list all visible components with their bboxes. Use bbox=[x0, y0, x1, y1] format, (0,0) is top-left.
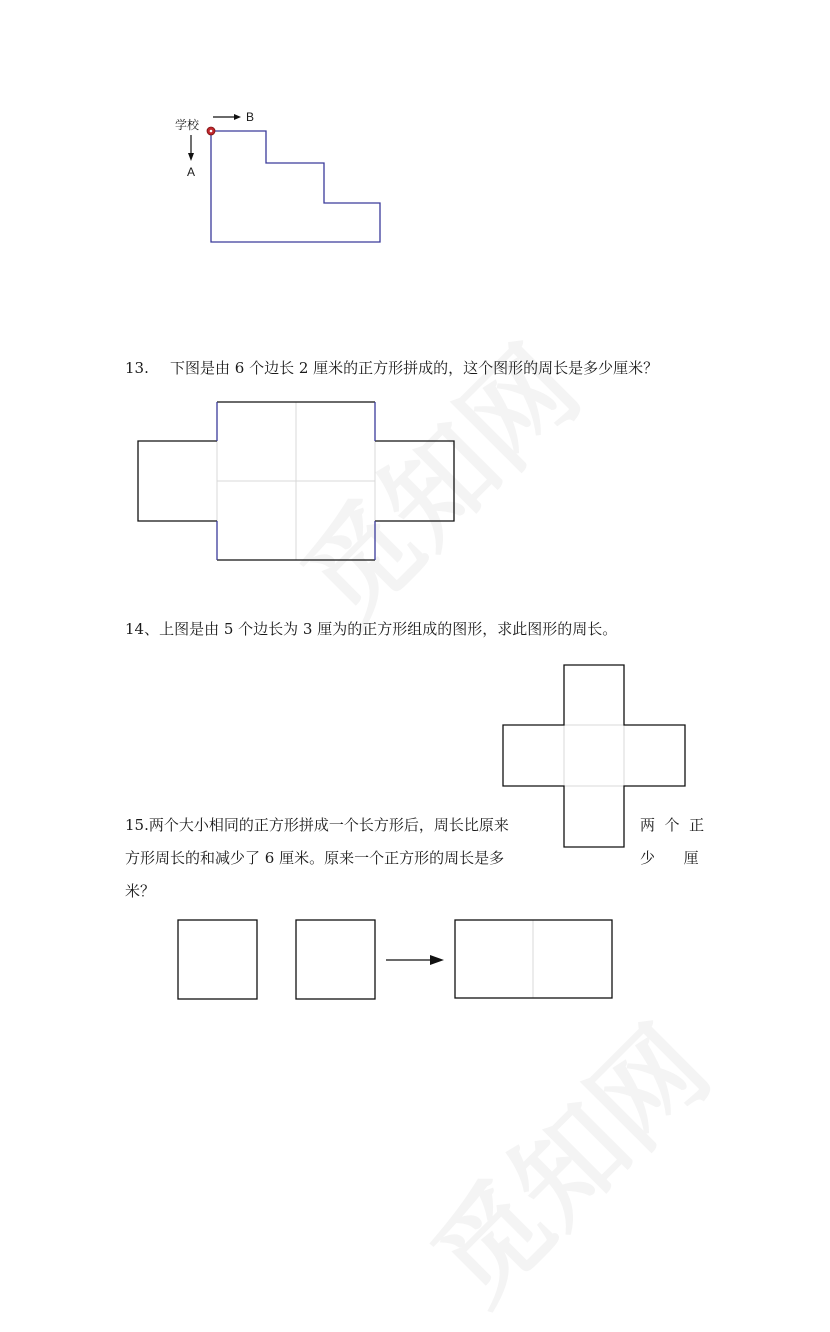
square-right bbox=[296, 920, 375, 999]
q13-text: 下图是由 6 个边长 2 厘米的正方形拼成的，这个图形的周长是多少厘米？ bbox=[170, 359, 659, 377]
q14-text: 14、上图是由 5 个边长为 3 厘为的正方形组成的图形，求此图形的周长。 bbox=[125, 620, 618, 638]
q15-line2: 方形周长的和减少了 6 厘米。原来一个正方形的周长是多 bbox=[125, 849, 505, 867]
label-b: B bbox=[246, 110, 255, 124]
q15-line2-right: 少 厘 bbox=[640, 849, 699, 867]
q13-number: 13. bbox=[125, 359, 149, 377]
arrow-right-head bbox=[430, 955, 444, 965]
school-label: 学校 bbox=[175, 118, 200, 132]
q15-line3: 米？ bbox=[125, 882, 156, 900]
square-left bbox=[178, 920, 257, 999]
q15-line1-right: 两 个 正 bbox=[640, 816, 705, 834]
label-a: A bbox=[187, 165, 196, 179]
q15-line1: 15.两个大小相同的正方形拼成一个长方形后，周长比原来 bbox=[125, 816, 509, 834]
